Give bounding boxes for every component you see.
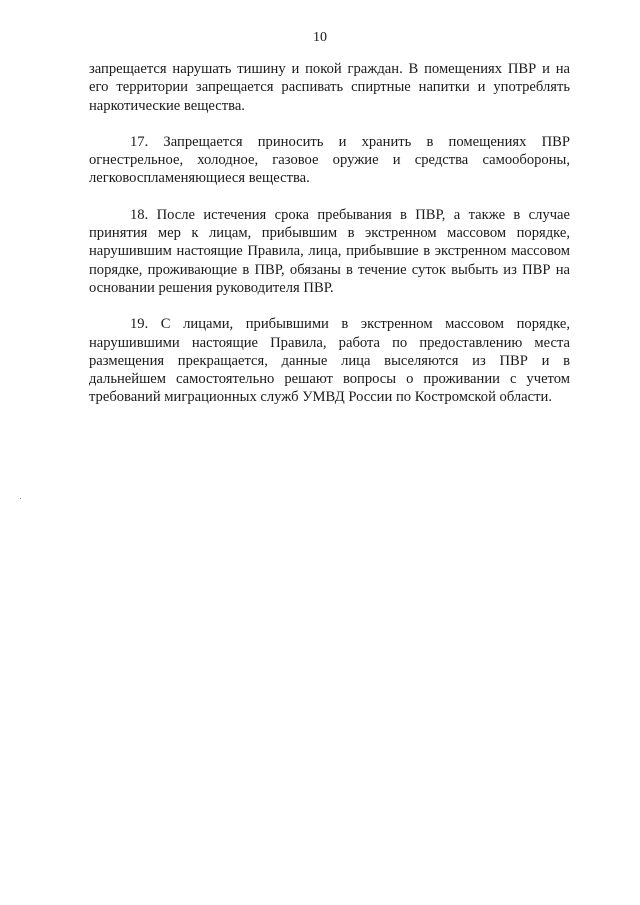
scan-speck	[20, 498, 21, 499]
paragraph-19: 19. С лицами, прибывшими в экстренном массовом порядке, нарушившими настоящие Правила, работа по предоставлению места размещения прекращается, данные лица выселяются из ПВР и в дальнейшем самостоятельно решают вопросы о проживании с учетом требований миграционных служб УМВД России по Костромской области.	[89, 316, 570, 406]
paragraph-continuation: запрещается нарушать тишину и покой граждан. В помещениях ПВР и на его территории запрещается распивать спиртные напитки и употреблять наркотические вещества.	[89, 61, 570, 114]
document-body	[89, 60, 570, 425]
page-number: 10	[313, 30, 327, 45]
paragraph-18: 18. После истечения срока пребывания в ПВР, а также в случае принятия мер к лицам, прибывшим в экстренном массовом порядке, нарушившим настоящие Правила, лица, прибывшие в экстренном массовом порядке, проживающие в ПВР, обязаны в течение суток выбыть из ПВР на основании решения руководителя ПВР.	[89, 206, 570, 296]
paragraph-17: 17. Запрещается приносить и хранить в помещениях ПВР огнестрельное, холодное, газовое оружие и средства самообороны, легковоспламеняющиеся вещества.	[89, 133, 570, 187]
